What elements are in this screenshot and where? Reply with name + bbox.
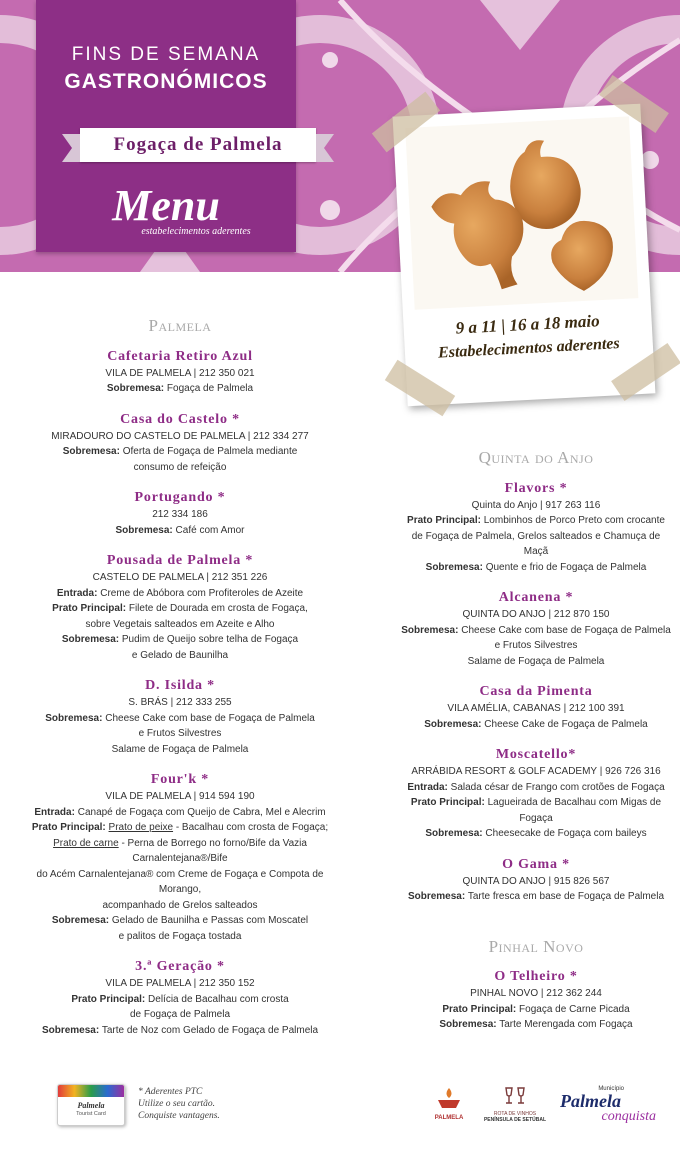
venue-item-cont: Salame de Fogaça de Palmela (111, 743, 249, 755)
venue-name: D. Isilda * (145, 678, 215, 693)
venue-contact: QUINTA DO ANJO | 915 826 567 (462, 875, 610, 887)
venue-item-cont: consumo de refeição (133, 461, 227, 473)
venue-contact: S. BRÁS | 212 333 255 (128, 697, 232, 708)
photo-caption: Estabelecimentos aderentes (437, 335, 621, 362)
title-line-2: GASTRONÓMICOS (64, 70, 268, 93)
venue-retiro-azul (30, 348, 330, 397)
venue-d-isilda (30, 677, 330, 757)
venue-item: Sobremesa: Cheese Cake de Fogaça de Palmela (424, 718, 648, 730)
venue-name: Portugando * (134, 490, 226, 505)
venue-contact: 212 334 186 (152, 509, 208, 520)
municipio-palmela-logo: Município Palmela conquista (560, 1086, 656, 1124)
venue-contact: VILA DE PALMELA | 212 350 152 (105, 978, 255, 989)
venue-item-cont: de Fogaça de Palmela, Grelos salteados e Chamuça de Maçã (411, 530, 661, 557)
venue-name: Casa do Castelo * (120, 411, 240, 427)
venue-item-cont: e Frutos Silvestres (494, 640, 578, 651)
venue-name: Cafetaria Retiro Azul (107, 348, 253, 364)
rota-de-vinhos-logo: ROTA DE VINHOS PENÍNSULA DE SETÚBAL (480, 1086, 550, 1123)
venue-item: Prato Principal: Lombinhos de Porco Preto com crocante (407, 515, 665, 526)
venue-fourk (30, 771, 330, 944)
region-quinta-do-anjo: Quinta do Anjo (478, 448, 594, 467)
venue-item-cont: do Acém Carnalentejana® com Creme de Fogaça e Compota de Morango, (36, 868, 324, 895)
venue-item: Prato Principal: Delícia de Bacalhau com crosta (71, 993, 289, 1005)
left-column (30, 318, 330, 1052)
venue-moscatello (400, 746, 672, 842)
venue-item: Prato Principal: Prato de peixe - Bacalhau com crosta de Fogaça; (31, 822, 329, 833)
venue-name: Pousada de Palmela * (106, 553, 254, 568)
fogaca-cookies-image (405, 116, 638, 309)
ptc-note-line-1: * Aderentes PTC (138, 1087, 203, 1097)
venue-name: Four'k * (150, 772, 210, 787)
venue-name: Moscatello* (495, 747, 577, 762)
polaroid-photo (393, 104, 656, 407)
title-line-1: FINS DE SEMANA (71, 44, 261, 65)
venue-name: O Gama * (502, 856, 570, 872)
venue-item: Sobremesa: Cheese Cake com base de Fogaça de Palmela (401, 624, 671, 636)
venue-item: Sobremesa: Tarte fresca em base de Fogaça de Palmela (407, 891, 665, 902)
venue-item: Sobremesa: Quente e frio de Fogaça de Palmela (425, 561, 647, 573)
venue-item: Prato Principal: Filete de Dourada em crosta de Fogaça, (52, 603, 308, 614)
venue-contact: MIRADOURO DO CASTELO DE PALMELA | 212 334 277 (51, 430, 309, 442)
venue-item-cont: sobre Vegetais salteados em Azeite e Alho (85, 618, 275, 630)
venue-3a-geracao (30, 958, 330, 1038)
venue-item: Entrada: Salada césar de Frango com crotões de Fogaça (407, 781, 665, 793)
venue-item: Sobremesa: Cheese Cake com base de Fogaça de Palmela (45, 712, 315, 724)
venue-flavors (400, 480, 672, 576)
venue-item: Sobremesa: Fogaça de Palmela (106, 383, 254, 394)
venue-contact: VILA AMÉLIA, CABANAS | 212 100 391 (447, 703, 625, 714)
venue-item-cont: Salame de Fogaça de Palmela (467, 655, 605, 667)
palmela-logo: PALMELA (428, 1086, 470, 1121)
venue-item: Entrada: Creme de Abóbora com Profiteroles de Azeite (56, 587, 304, 599)
venue-contact: Quinta do Anjo | 917 263 116 (471, 499, 601, 511)
venue-contact: PINHAL NOVO | 212 362 244 (470, 988, 602, 999)
event-dates: 9 a 11 | 16 a 18 maio (455, 311, 601, 338)
venue-item: Prato Principal: Lagueirada de Bacalhau com Migas de Fogaça (410, 797, 662, 824)
venue-contact: CASTELO DE PALMELA | 212 351 226 (92, 572, 268, 583)
venue-name: Alcanena * (498, 590, 574, 605)
menu-subtitle: estabelecimentos aderentes (141, 226, 251, 237)
venue-name: O Telheiro * (494, 969, 578, 984)
menu-title: Menu (112, 181, 220, 230)
venue-casa-da-pimenta (400, 683, 672, 732)
venue-contact: VILA DE PALMELA | 212 350 021 (105, 367, 255, 379)
venue-item-cont: e Frutos Silvestres (138, 728, 222, 739)
venue-name: Flavors * (504, 480, 568, 496)
venue-o-gama (400, 856, 672, 905)
venue-item-cont: e Gelado de Baunilha (131, 649, 229, 661)
ptc-note (138, 1086, 220, 1122)
venue-contact: QUINTA DO ANJO | 212 870 150 (462, 609, 610, 620)
venue-item: Sobremesa: Gelado de Baunilha e Passas com Moscatel (51, 915, 309, 926)
venue-o-telheiro (400, 968, 672, 1033)
region-pinhal-novo: Pinhal Novo (488, 936, 584, 956)
venue-pousada-de-palmela (30, 552, 330, 663)
right-column (400, 450, 672, 1047)
ptc-note-line-2: Utilize o seu cartão. (138, 1099, 216, 1109)
venue-item: Prato Principal: Fogaça de Carne Picada (442, 1003, 630, 1015)
region-palmela: Palmela (148, 316, 212, 335)
venue-item: Entrada: Canapé de Fogaça com Queijo de Cabra, Mel e Alecrim (34, 806, 326, 818)
tourist-card-logo: Palmela Tourist Card (57, 1084, 125, 1126)
venue-item: Sobremesa: Tarte de Noz com Gelado de Fogaça de Palmela (41, 1024, 319, 1036)
venue-item: Prato de carne - Perna de Borrego no forno/Bife da Vazia Carnalentejana®/Bife (53, 837, 307, 864)
venue-contact: ARRÁBIDA RESORT & GOLF ACADEMY | 926 726 316 (411, 766, 661, 777)
ribbon-fogaca-de-palmela: Fogaça de Palmela (80, 128, 316, 162)
venue-item: Sobremesa: Tarte Merengada com Fogaça (439, 1019, 633, 1030)
venue-name: 3.ª Geração * (135, 959, 225, 974)
venue-item: Sobremesa: Pudim de Queijo sobre telha de Fogaça (61, 634, 299, 645)
venue-item-cont: de Fogaça de Palmela (129, 1009, 231, 1020)
ptc-note-line-3: Conquiste vantagens. (138, 1111, 220, 1121)
venue-item: Sobremesa: Oferta de Fogaça de Palmela mediante (62, 446, 298, 457)
venue-contact: VILA DE PALMELA | 914 594 190 (105, 791, 255, 802)
venue-item-cont: e palitos de Fogaça tostada (118, 930, 242, 942)
venue-alcanena (400, 589, 672, 669)
venue-item: Sobremesa: Cheesecake de Fogaça com baileys (425, 828, 647, 839)
venue-item-cont: acompanhado de Grelos salteados (102, 899, 258, 911)
venue-portugando (30, 489, 330, 538)
venue-name: Casa da Pimenta (479, 684, 593, 699)
title-banner (36, 0, 296, 252)
venue-casa-do-castelo (30, 411, 330, 476)
venue-item: Sobremesa: Café com Amor (115, 524, 245, 536)
